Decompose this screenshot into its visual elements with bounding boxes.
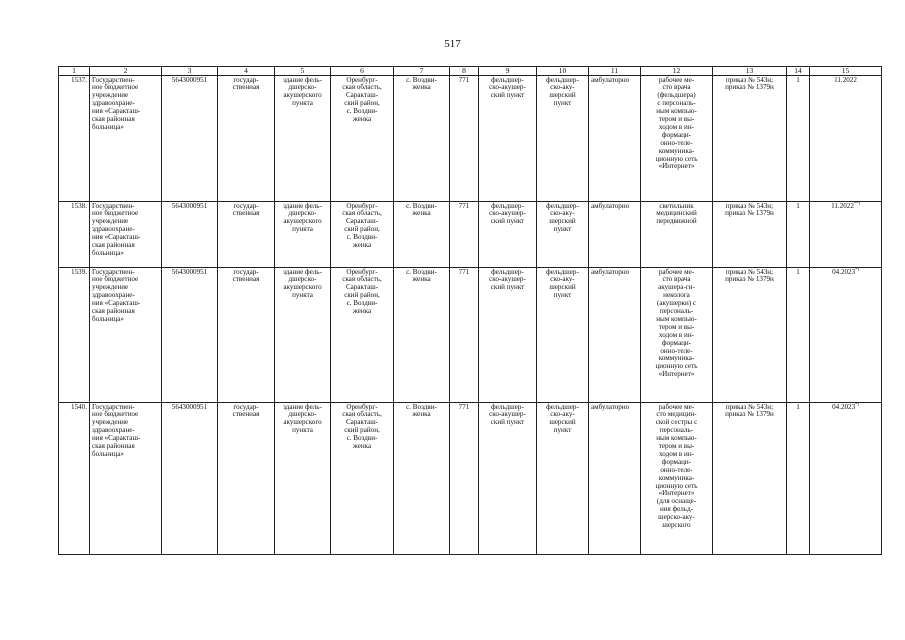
address-cell: Оренбург- ская область, Саракташ- ский район, с. Воздви- женка	[331, 75, 394, 201]
date-cell	[810, 75, 882, 201]
table-row	[59, 402, 882, 554]
inn-cell: 5643000951	[162, 201, 218, 267]
care-form-cell: амбулаторно	[589, 201, 641, 267]
unit-cell: фельдшер- ско-акушер- ский пункт	[479, 201, 537, 267]
building-type: здание фель- дшерско- акушерского пункта	[275, 201, 331, 267]
column-header: 13	[713, 67, 787, 76]
ownership-form: государ- ственная	[218, 267, 275, 402]
column-header: 5	[275, 67, 331, 76]
code-cell: 771	[450, 201, 479, 267]
column-header: 7	[394, 67, 450, 76]
settlement-cell: с. Воздви- женка	[394, 402, 450, 554]
date-cell	[810, 267, 882, 402]
column-header: 11	[589, 67, 641, 76]
date-footnote-mark: *)	[855, 402, 859, 407]
equipment-cell: рабочее ме- сто врача акушера-ги- неколога (акушерки) с персональ- ным компью- тером и вы- ходом в ин- формаци- онно-теле- коммуника- ционную сеть «Интернет»	[641, 267, 713, 402]
column-header: 1	[59, 67, 90, 76]
organization-name: Государствен- ное бюджетное учреждение здравоохране- ния «Саракташ- ская районная больница»	[90, 75, 162, 201]
code-cell: 771	[450, 402, 479, 554]
date-footnote-mark: *)	[855, 267, 859, 272]
date-footnote-mark: **)	[853, 201, 860, 206]
address-cell: Оренбург- ская область, Саракташ- ский район, с. Воздви- женка	[331, 402, 394, 554]
equipment-cell: рабочее ме- сто врача (фельдшера) с персональ- ным компью- тером и вы- ходом в ин- формаци- онно-теле- коммуника- ционную сеть «Интернет»	[641, 75, 713, 201]
organization-name: Государствен- ное бюджетное учреждение здравоохране- ния «Саракташ- ская районная больница»	[90, 267, 162, 402]
code-cell: 771	[450, 75, 479, 201]
row-number: 1537.	[59, 75, 90, 201]
column-header: 2	[90, 67, 162, 76]
building-type: здание фель- дшерско- акушерского пункта	[275, 402, 331, 554]
column-header: 4	[218, 67, 275, 76]
date-cell	[810, 402, 882, 554]
column-header: 8	[450, 67, 479, 76]
unit-type-cell: фельдшер- ско-аку- шерский пункт	[537, 201, 589, 267]
unit-type-cell: фельдшер- ско-аку- шерский пункт	[537, 402, 589, 554]
date-value: 04.2023	[832, 267, 856, 276]
settlement-cell: с. Воздви- женка	[394, 75, 450, 201]
row-number: 1538.	[59, 201, 90, 267]
unit-type-cell: фельдшер- ско-аку- шерский пункт	[537, 75, 589, 201]
date-cell	[810, 201, 882, 267]
settlement-cell: с. Воздви- женка	[394, 267, 450, 402]
column-header: 9	[479, 67, 537, 76]
order-cell: приказ № 543н; приказ № 1379н	[713, 267, 787, 402]
quantity-cell: 1	[787, 402, 810, 554]
building-type: здание фель- дшерско- акушерского пункта	[275, 267, 331, 402]
address-cell: Оренбург- ская область, Саракташ- ский район, с. Воздви- женка	[331, 267, 394, 402]
order-cell: приказ № 543н; приказ № 1379н	[713, 201, 787, 267]
page-number: 517	[444, 38, 461, 50]
unit-cell: фельдшер- ско-акушер- ский пункт	[479, 267, 537, 402]
inn-cell: 5643000951	[162, 267, 218, 402]
column-header: 14	[787, 67, 810, 76]
table-row	[59, 267, 882, 402]
equipment-cell: светильник медицинский передвижной	[641, 201, 713, 267]
address-cell: Оренбург- ская область, Саракташ- ский район, с. Воздви- женка	[331, 201, 394, 267]
ownership-form: государ- ственная	[218, 201, 275, 267]
quantity-cell: 1	[787, 267, 810, 402]
care-form-cell: амбулаторно	[589, 402, 641, 554]
column-header: 3	[162, 67, 218, 76]
registry-table	[58, 66, 882, 555]
organization-name: Государствен- ное бюджетное учреждение здравоохране- ния «Саракташ- ская районная больница»	[90, 201, 162, 267]
order-cell: приказ № 543н; приказ № 1379н	[713, 402, 787, 554]
unit-type-cell: фельдшер- ско-аку- шерский пункт	[537, 267, 589, 402]
date-value: 11.2022	[831, 201, 854, 210]
column-header: 12	[641, 67, 713, 76]
quantity-cell: 1	[787, 75, 810, 201]
code-cell: 771	[450, 267, 479, 402]
settlement-cell: с. Воздви- женка	[394, 201, 450, 267]
row-number: 1539.	[59, 267, 90, 402]
column-header: 15	[810, 67, 882, 76]
equipment-cell: рабочее ме- сто медицин- ской сестры с персональ- ным компью- тером и вы- ходом в ин- формаци- онно-теле- коммуника- ционную сеть «Интернет» (для оснаще- ния фельд- шерско-аку- шерского	[641, 402, 713, 554]
table-row	[59, 201, 882, 267]
date-value: 04.2023	[832, 402, 856, 411]
care-form-cell: амбулаторно	[589, 267, 641, 402]
unit-cell: фельдшер- ско-акушер- ский пункт	[479, 402, 537, 554]
column-header: 6	[331, 67, 394, 76]
row-number: 1540.	[59, 402, 90, 554]
column-header: 10	[537, 67, 589, 76]
date-value: 11.2022	[834, 75, 857, 84]
inn-cell: 5643000951	[162, 402, 218, 554]
table-row	[59, 75, 882, 201]
organization-name: Государствен- ное бюджетное учреждение здравоохране- ния «Саракташ- ская районная больница»	[90, 402, 162, 554]
order-cell: приказ № 543н; приказ № 1379н	[713, 75, 787, 201]
unit-cell: фельдшер- ско-акушер- ский пункт	[479, 75, 537, 201]
ownership-form: государ- ственная	[218, 402, 275, 554]
header-row	[59, 67, 882, 76]
quantity-cell: 1	[787, 201, 810, 267]
ownership-form: государ- ственная	[218, 75, 275, 201]
inn-cell: 5643000951	[162, 75, 218, 201]
building-type: здание фель- дшерско- акушерского пункта	[275, 75, 331, 201]
care-form-cell: амбулаторно	[589, 75, 641, 201]
